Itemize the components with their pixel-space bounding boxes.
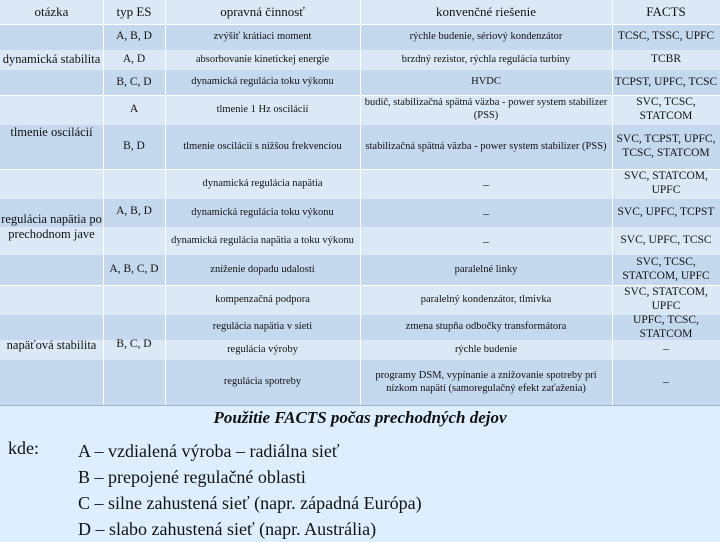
type-cell: A (129, 103, 139, 116)
type-cell: B, C, D (116, 75, 152, 88)
action-cell: dynamická regulácia toku výkonu (191, 206, 334, 218)
action-cell: dynamická regulácia toku výkonu (191, 76, 334, 88)
question-oscillation-damping: tlmenie oscilácií (10, 124, 93, 139)
header-question: otázka (34, 4, 69, 20)
facts-cell: UPFC, TCSC, STATCOM (633, 313, 699, 340)
action-cell: regulácia napätia v sieti (212, 321, 313, 333)
table-bottom-border (0, 405, 720, 406)
conventional-cell: – (483, 176, 489, 191)
facts-cell: SVC, TCSC, STATCOM (636, 96, 696, 122)
header-action: opravná činnosť (220, 4, 305, 20)
legend-item-b: B – prepojené regulačné oblasti (78, 467, 306, 487)
facts-cell: SVC, STATCOM, UPFC (624, 170, 708, 196)
header-conventional: konvenčné riešenie (436, 4, 536, 20)
action-cell: regulácia výroby (227, 343, 298, 355)
type-cell: A, B, D (116, 205, 152, 218)
facts-cell: TCBR (650, 53, 682, 66)
conventional-cell: brzdný rezistor, rýchla regulácia turbíny (401, 53, 571, 65)
type-cell: A, B, C, D (109, 263, 159, 276)
conventional-cell: paralelný kondenzátor, tlmivka (420, 293, 552, 305)
type-cell: B, D (123, 140, 145, 153)
facts-cell: TCSC, TSSC, UPFC (617, 30, 715, 43)
conventional-cell: budič, stabilizačná spätná väzba - power system stabilizer (PSS) (364, 97, 608, 121)
action-cell: zníženie dopadu udalostí (210, 263, 315, 275)
conventional-cell: rýchle budenie, sériový kondenzátor (409, 30, 563, 42)
facts-cell: TCPST, UPFC, TCSC (614, 75, 718, 88)
type-cell: B, C, D (116, 338, 152, 351)
legend-item-c: C – silne zahustená sieť (napr. západná Európa) (78, 493, 422, 513)
facts-cell: SVC, STATCOM, UPFC (624, 286, 708, 312)
action-cell: zvýšiť krátiaci moment (213, 30, 312, 42)
type-cell: A, B, D (116, 30, 152, 43)
conventional-cell: – (483, 233, 489, 248)
conventional-cell: HVDC (471, 76, 501, 88)
question-voltage-regulation: regulácia napätia po prechodnom jave (1, 212, 102, 241)
conventional-cell: programy DSM, vypínanie a znižovanie spotreby pri nízkom napätí (samoregulačný efekt zaťaženia) (375, 369, 597, 394)
action-cell: regulácia spotreby (223, 376, 302, 388)
legend-item-a: A – vzdialená výroba – radiálna sieť (78, 441, 340, 461)
action-cell: tlmenie oscilácií s nižšou frekvenciou (183, 140, 342, 152)
type-cell: A, D (122, 53, 146, 66)
facts-cell: SVC, UPFC, TCSC (620, 234, 712, 247)
action-cell: dynamická regulácia napätia a toku výkonu (171, 234, 354, 246)
action-cell: dynamická regulácia napätia (202, 177, 323, 189)
legend-list (78, 438, 422, 542)
conventional-cell: paralelné linky (454, 263, 518, 275)
facts-cell: – (663, 343, 669, 356)
action-cell: kompenzačná podpora (215, 293, 310, 305)
legend-item-d: D – slabo zahustená sieť (napr. Austrália) (78, 519, 377, 539)
facts-cell: – (663, 375, 669, 388)
conventional-cell: – (483, 205, 489, 220)
legend-label: kde: (8, 438, 39, 458)
conventional-cell: rýchle budenie (454, 343, 518, 355)
question-dynamic-stability: dynamická stabilita (2, 52, 101, 66)
table-caption: Použitie FACTS počas prechodných dejov (213, 408, 507, 427)
header-facts: FACTS (646, 4, 686, 20)
action-cell: tlmenie 1 Hz oscilácií (216, 103, 309, 115)
facts-cell: SVC, TCSC, STATCOM, UPFC (622, 256, 710, 282)
conventional-cell: zmena stupňa odbočky transformátora (405, 321, 567, 333)
conventional-cell: stabilizačná spätná väzba - power system stabilizer (PSS) (365, 140, 607, 152)
action-cell: absorbovanie kinetickej energie (195, 53, 330, 65)
question-voltage-stability: napäťová stabilita (6, 337, 97, 352)
facts-cell: SVC, UPFC, TCPST (617, 206, 715, 219)
header-type: typ ES (116, 4, 152, 20)
facts-cell: SVC, TCPST, UPFC, TCSC, STATCOM (616, 133, 716, 159)
